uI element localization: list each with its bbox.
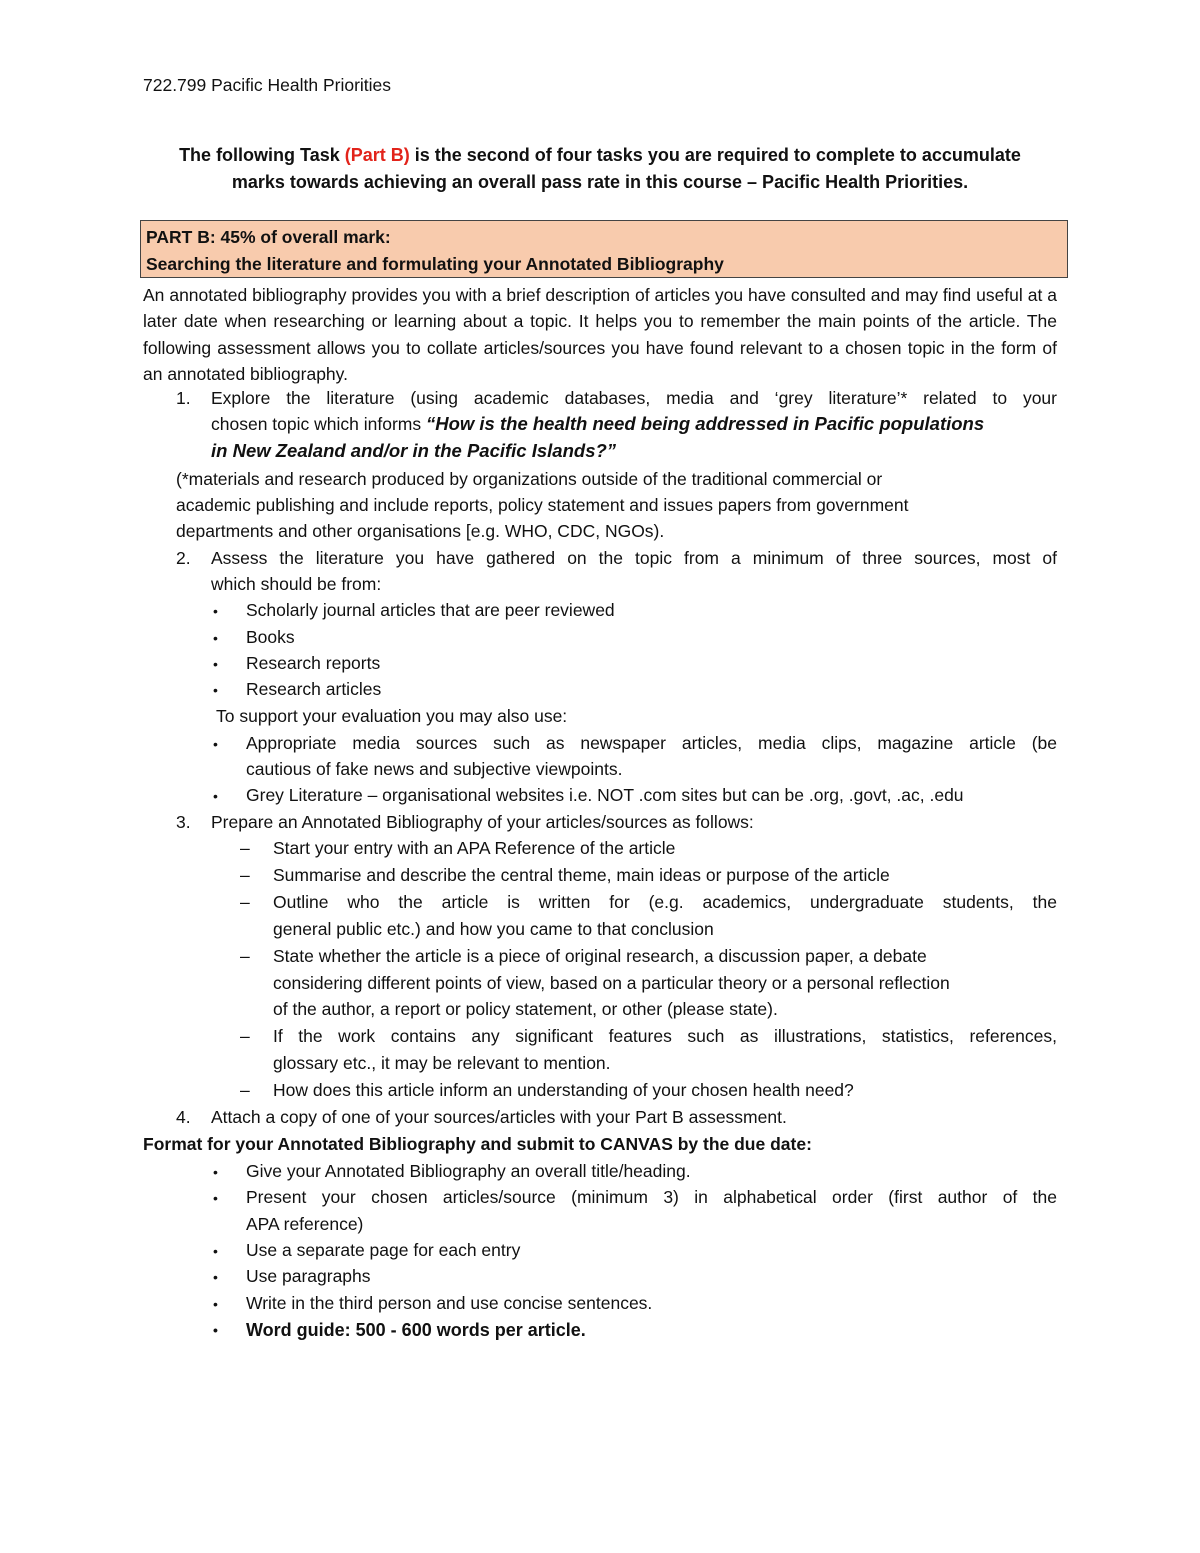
annotation-step-cont: general public etc.) and how you came to that conclusion — [273, 919, 714, 939]
format-item: Use a separate page for each entry — [246, 1240, 521, 1260]
source-item: Books — [246, 627, 295, 647]
word-guide: Word guide: 500 - 600 words per article. — [246, 1320, 586, 1340]
step-3-line-1: Prepare an Annotated Bibliography of your articles/sources as follows: — [211, 812, 754, 832]
format-item: Write in the third person and use concise sentences. — [246, 1293, 653, 1313]
step-4-number: 4. — [176, 1107, 191, 1127]
part-b-subtitle: Searching the literature and formulating your Annotated Bibliography — [146, 254, 724, 274]
format-item-cont: APA reference) — [246, 1214, 364, 1234]
description-paragraph: An annotated bibliography provides you with a brief description of articles you have consulted and may find useful at a later date when researching or learning about a topic. It helps you to remember the main points of the article. The following assessment allows you to collate articles/sources you have found relevant to a chosen topic in the form of an annotated bibliography. — [143, 285, 1057, 384]
dash-icon: – — [240, 1080, 250, 1100]
research-question: “How is the health need being addressed in Pacific populations — [425, 413, 985, 434]
annotation-step: How does this article inform an understanding of your chosen health need? — [273, 1080, 854, 1100]
annotation-step-cont: of the author, a report or policy statement, or other (please state). — [273, 999, 778, 1019]
bullet-icon: • — [213, 1190, 218, 1206]
step-2-line-1: Assess the literature you have gathered on the topic from a minimum of three sources, most of — [211, 548, 1057, 568]
format-item: Give your Annotated Bibliography an overall title/heading. — [246, 1161, 691, 1181]
format-item: Use paragraphs — [246, 1266, 371, 1286]
dash-icon: – — [240, 1026, 250, 1046]
annotation-step: If the work contains any significant features such as illustrations, statistics, references, — [273, 1026, 1057, 1046]
part-b-box — [140, 220, 1068, 278]
source-item: Scholarly journal articles that are peer reviewed — [246, 600, 615, 620]
bullet-icon: • — [213, 682, 218, 698]
source-item: Research articles — [246, 679, 382, 699]
step-1-line-1: Explore the literature (using academic databases, media and ‘grey literature’* related to your — [211, 388, 1057, 408]
bullet-icon: • — [213, 1269, 218, 1285]
grey-literature-note-3: departments and other organisations [e.g. WHO, CDC, NGOs). — [176, 521, 665, 541]
annotation-step: Start your entry with an APA Reference of the article — [273, 838, 676, 858]
dash-icon: – — [240, 946, 250, 966]
bullet-icon: • — [213, 1164, 218, 1180]
annotation-step: State whether the article is a piece of original research, a discussion paper, a debate — [273, 946, 927, 966]
source-item: Research reports — [246, 653, 381, 673]
support-intro: To support your evaluation you may also use: — [216, 706, 568, 726]
bullet-icon: • — [213, 630, 218, 646]
dash-icon: – — [240, 892, 250, 912]
annotation-step: Outline who the article is written for (e.g. academics, undergraduate students, the — [273, 892, 1057, 912]
dash-icon: – — [240, 865, 250, 885]
bullet-icon: • — [213, 656, 218, 672]
intro-text: The following Task — [179, 145, 345, 165]
research-question-cont: in New Zealand and/or in the Pacific Islands?” — [211, 440, 617, 461]
bullet-icon: • — [213, 736, 218, 752]
bullet-icon: • — [213, 788, 218, 804]
bullet-icon: • — [213, 603, 218, 619]
part-b-highlight: (Part B) — [344, 145, 410, 165]
format-item: Present your chosen articles/source (minimum 3) in alphabetical order (first author of the — [246, 1187, 1057, 1207]
media-sources-line-2: cautious of fake news and subjective viewpoints. — [246, 759, 623, 779]
course-header: 722.799 Pacific Health Priorities — [143, 75, 392, 95]
format-heading: Format for your Annotated Bibliography and submit to CANVAS by the due date: — [143, 1134, 812, 1154]
annotation-step: Summarise and describe the central theme, main ideas or purpose of the article — [273, 865, 890, 885]
part-b-weight: PART B: 45% of overall mark: — [146, 227, 391, 247]
annotation-step-cont: glossary etc., it may be relevant to mention. — [273, 1053, 611, 1073]
annotation-step-cont: considering different points of view, based on a particular theory or a personal reflection — [273, 973, 950, 993]
step-2-line-2: which should be from: — [211, 574, 382, 594]
step-1-number: 1. — [176, 388, 191, 408]
step-2-number: 2. — [176, 548, 191, 568]
step-1-line-2 — [211, 415, 984, 434]
bullet-icon: • — [213, 1243, 218, 1259]
step-3-number: 3. — [176, 812, 191, 832]
dash-icon: – — [240, 838, 250, 858]
grey-literature-note-2: academic publishing and include reports, policy statement and issues papers from government — [176, 495, 909, 515]
grey-literature-note-1: (*materials and research produced by organizations outside of the traditional commercial or — [176, 469, 883, 489]
intro-line-1 — [0, 146, 1200, 164]
grey-literature-item: Grey Literature – organisational websites i.e. NOT .com sites but can be .org, .govt, .ac, .edu — [246, 785, 964, 805]
intro-line-2: marks towards achieving an overall pass rate in this course – Pacific Health Priorities. — [231, 172, 969, 192]
step-1-lead: chosen topic which informs — [211, 414, 426, 434]
bullet-icon: • — [213, 1322, 218, 1338]
media-sources-line-1: Appropriate media sources such as newspaper articles, media clips, magazine article (be — [246, 733, 1057, 753]
step-4-line-1: Attach a copy of one of your sources/articles with your Part B assessment. — [211, 1107, 787, 1127]
bullet-icon: • — [213, 1296, 218, 1312]
intro-text-continued: is the second of four tasks you are required to complete to accumulate — [409, 145, 1021, 165]
